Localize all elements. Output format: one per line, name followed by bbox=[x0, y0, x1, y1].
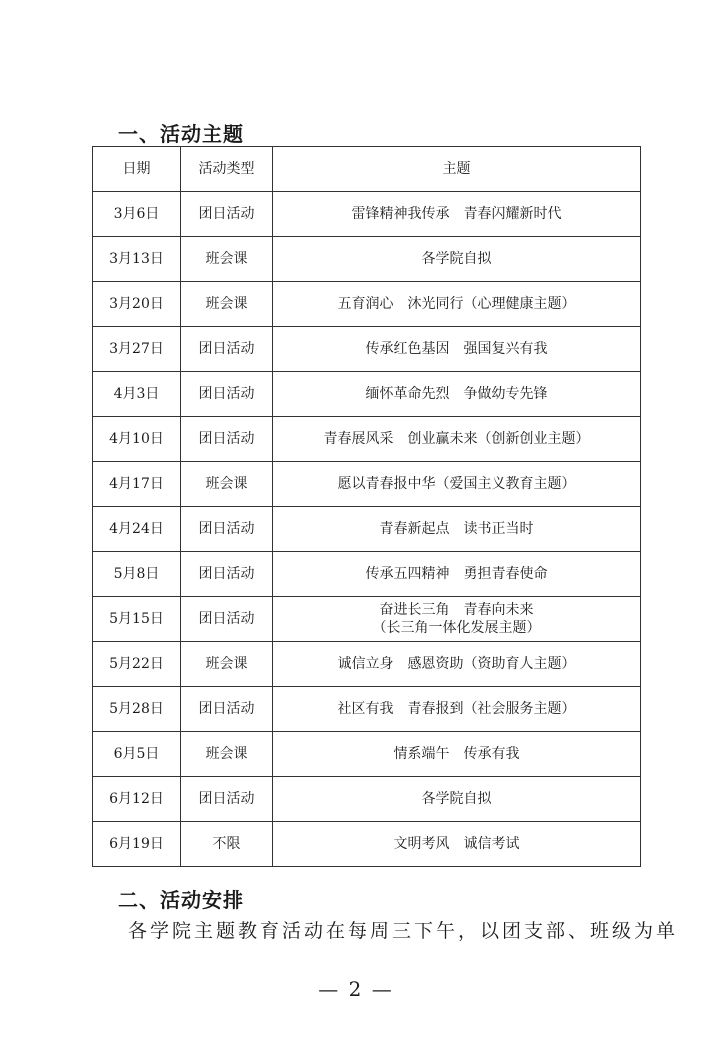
row-type: 团日活动 bbox=[181, 192, 273, 237]
table-row bbox=[93, 507, 641, 552]
table-row bbox=[93, 597, 641, 642]
page-number: — 2 — bbox=[318, 977, 394, 1001]
table-row bbox=[93, 642, 641, 687]
row-date: 3月20日 bbox=[93, 282, 181, 327]
table-row bbox=[93, 237, 641, 282]
row-theme: 传承红色基因 强国复兴有我 bbox=[273, 327, 641, 372]
header-theme: 主题 bbox=[273, 147, 641, 192]
row-date: 5月15日 bbox=[93, 597, 181, 642]
table-row bbox=[93, 192, 641, 237]
row-type: 班会课 bbox=[181, 732, 273, 777]
row-type: 团日活动 bbox=[181, 417, 273, 462]
row-date: 4月10日 bbox=[93, 417, 181, 462]
row-type: 不限 bbox=[181, 822, 273, 867]
row-type: 团日活动 bbox=[181, 597, 273, 642]
table-row bbox=[93, 282, 641, 327]
row-type: 班会课 bbox=[181, 237, 273, 282]
row-theme: 文明考风 诚信考试 bbox=[273, 822, 641, 867]
row-theme: 传承五四精神 勇担青春使命 bbox=[273, 552, 641, 597]
row-theme: 青春展风采 创业赢未来（创新创业主题） bbox=[273, 417, 641, 462]
row-type: 团日活动 bbox=[181, 507, 273, 552]
section-2-heading: 二、活动安排 bbox=[118, 888, 244, 912]
row-type: 班会课 bbox=[181, 282, 273, 327]
row-type: 班会课 bbox=[181, 462, 273, 507]
row-date: 4月17日 bbox=[93, 462, 181, 507]
row-date: 5月22日 bbox=[93, 642, 181, 687]
row-date: 5月28日 bbox=[93, 687, 181, 732]
row-theme: 各学院自拟 bbox=[273, 777, 641, 822]
row-date: 5月8日 bbox=[93, 552, 181, 597]
row-theme: 愿以青春报中华（爱国主义教育主题） bbox=[273, 462, 641, 507]
row-type: 团日活动 bbox=[181, 777, 273, 822]
row-date: 4月3日 bbox=[93, 372, 181, 417]
row-date: 3月6日 bbox=[93, 192, 181, 237]
row-type: 团日活动 bbox=[181, 327, 273, 372]
row-type: 班会课 bbox=[181, 642, 273, 687]
row-theme: 情系端午 传承有我 bbox=[273, 732, 641, 777]
header-date: 日期 bbox=[93, 147, 181, 192]
table-row bbox=[93, 822, 641, 867]
table-row bbox=[93, 372, 641, 417]
header-type: 活动类型 bbox=[181, 147, 273, 192]
table-row bbox=[93, 552, 641, 597]
table-header-row bbox=[93, 147, 641, 192]
row-date: 6月5日 bbox=[93, 732, 181, 777]
row-type: 团日活动 bbox=[181, 552, 273, 597]
row-date: 3月27日 bbox=[93, 327, 181, 372]
row-date: 6月12日 bbox=[93, 777, 181, 822]
table-row bbox=[93, 417, 641, 462]
row-theme: 各学院自拟 bbox=[273, 237, 641, 282]
row-theme bbox=[273, 597, 641, 642]
body-paragraph: 各学院主题教育活动在每周三下午，以团支部、班级为单 bbox=[128, 920, 679, 942]
row-date: 3月13日 bbox=[93, 237, 181, 282]
row-theme-line2: （长三角一体化发展主题） bbox=[372, 620, 541, 636]
table-row bbox=[93, 777, 641, 822]
table-row bbox=[93, 732, 641, 777]
row-date: 6月19日 bbox=[93, 822, 181, 867]
row-type: 团日活动 bbox=[181, 687, 273, 732]
table-row bbox=[93, 327, 641, 372]
row-theme: 社区有我 青春报到（社会服务主题） bbox=[273, 687, 641, 732]
schedule-table bbox=[92, 146, 641, 867]
table-row bbox=[93, 462, 641, 507]
section-1-heading: 一、活动主题 bbox=[118, 122, 244, 146]
row-theme: 缅怀革命先烈 争做幼专先锋 bbox=[273, 372, 641, 417]
table-row bbox=[93, 687, 641, 732]
row-theme: 诚信立身 感恩资助（资助育人主题） bbox=[273, 642, 641, 687]
row-theme: 五育润心 沐光同行（心理健康主题） bbox=[273, 282, 641, 327]
row-date: 4月24日 bbox=[93, 507, 181, 552]
row-theme-line1: 奋进长三角 青春向未来 bbox=[379, 602, 534, 618]
row-type: 团日活动 bbox=[181, 372, 273, 417]
row-theme: 雷锋精神我传承 青春闪耀新时代 bbox=[273, 192, 641, 237]
row-theme: 青春新起点 读书正当时 bbox=[273, 507, 641, 552]
